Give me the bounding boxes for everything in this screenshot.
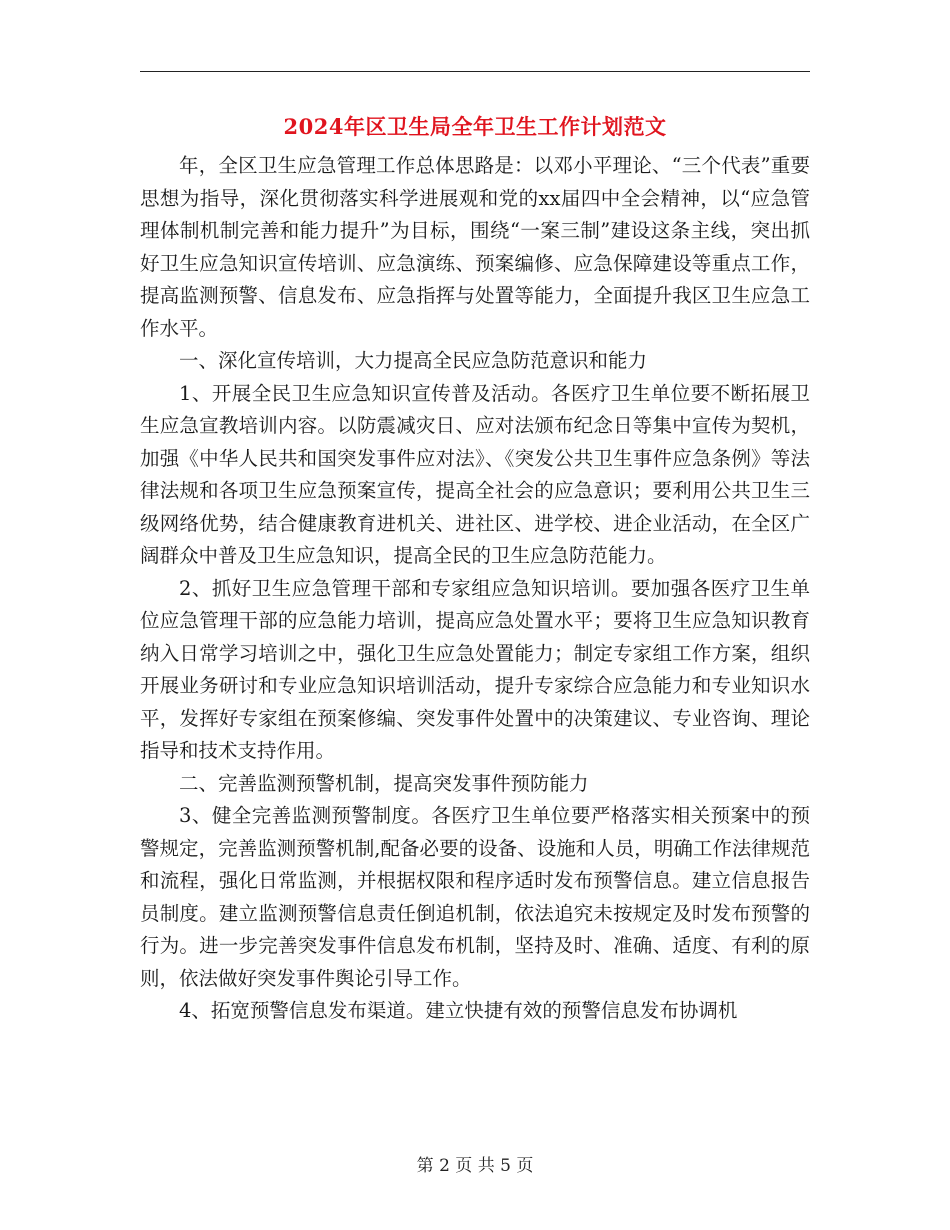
paragraph-item-3: 3、健全完善监测预警制度。各医疗卫生单位要严格落实相关预案中的预警规定，完善监测预警机制,配备必要的设备、设施和人员，明确工作法律规范和流程，强化日常监测，并根据权限和程序适时发布预警信息。建立信息报告员制度。建立监测预警信息责任倒追机制，依法追究未按规定及时发布预警的行为。进一步完善突发事件信息发布机制，坚持及时、准确、适度、有利的原则，依法做好突发事件舆论引导工作。 [140, 804, 810, 990]
paragraph-intro: 年，全区卫生应急管理工作总体思路是：以邓小平理论、“三个代表”重要思想为指导，深化贯彻落实科学进展观和党的xx届四中全会精神，以“应急管理体制机制完善和能力提升”为目标，围绕“一案三制”建设这条主线，突出抓好卫生应急知识宣传培训、应急演练、预案编修、应急保障建设等重点工作，提高监测预警、信息发布、应急指挥与处置等能力，全面提升我区卫生应急工作水平。 [140, 154, 810, 340]
section-heading-1: 一、深化宣传培训，大力提高全民应急防范意识和能力 [179, 349, 648, 372]
document-body [140, 150, 810, 1028]
header-rule [140, 71, 810, 72]
paragraph-item-1: 1、开展全民卫生应急知识宣传普及活动。各医疗卫生单位要不断拓展卫生应急宣教培训内容。以防震减灾日、应对法颁布纪念日等集中宣传为契机，加强《中华人民共和国突发事件应对法》、《突发公共卫生事件应急条例》等法律法规和各项卫生应急预案宣传，提高全社会的应急意识；要利用公共卫生三级网络优势，结合健康教育进机关、进社区、进学校、进企业活动，在全区广阔群众中普及卫生应急知识，提高全民的卫生应急防范能力。 [140, 381, 810, 567]
section-heading-2: 二、完善监测预警机制，提高突发事件预防能力 [179, 771, 589, 795]
paragraph-item-4: 4、拓宽预警信息发布渠道。建立快捷有效的预警信息发布协调机 [179, 999, 738, 1022]
paragraph-item-2: 2、抓好卫生应急管理干部和专家组应急知识培训。要加强各医疗卫生单位应急管理干部的应急能力培训，提高应急处置水平；要将卫生应急知识教育纳入日常学习培训之中，强化卫生应急处置能力；制定专家组工作方案，组织开展业务研讨和专业应急知识培训活动，提升专家综合应急能力和专业知识水平，发挥好专家组在预案修编、突发事件处置中的决策建议、专业咨询、理论指导和技术支持作用。 [140, 576, 810, 762]
document-title: 2024年区卫生局全年卫生工作计划范文 [283, 114, 667, 139]
page-number-footer: 第 2 页 共 5 页 [416, 1156, 534, 1176]
